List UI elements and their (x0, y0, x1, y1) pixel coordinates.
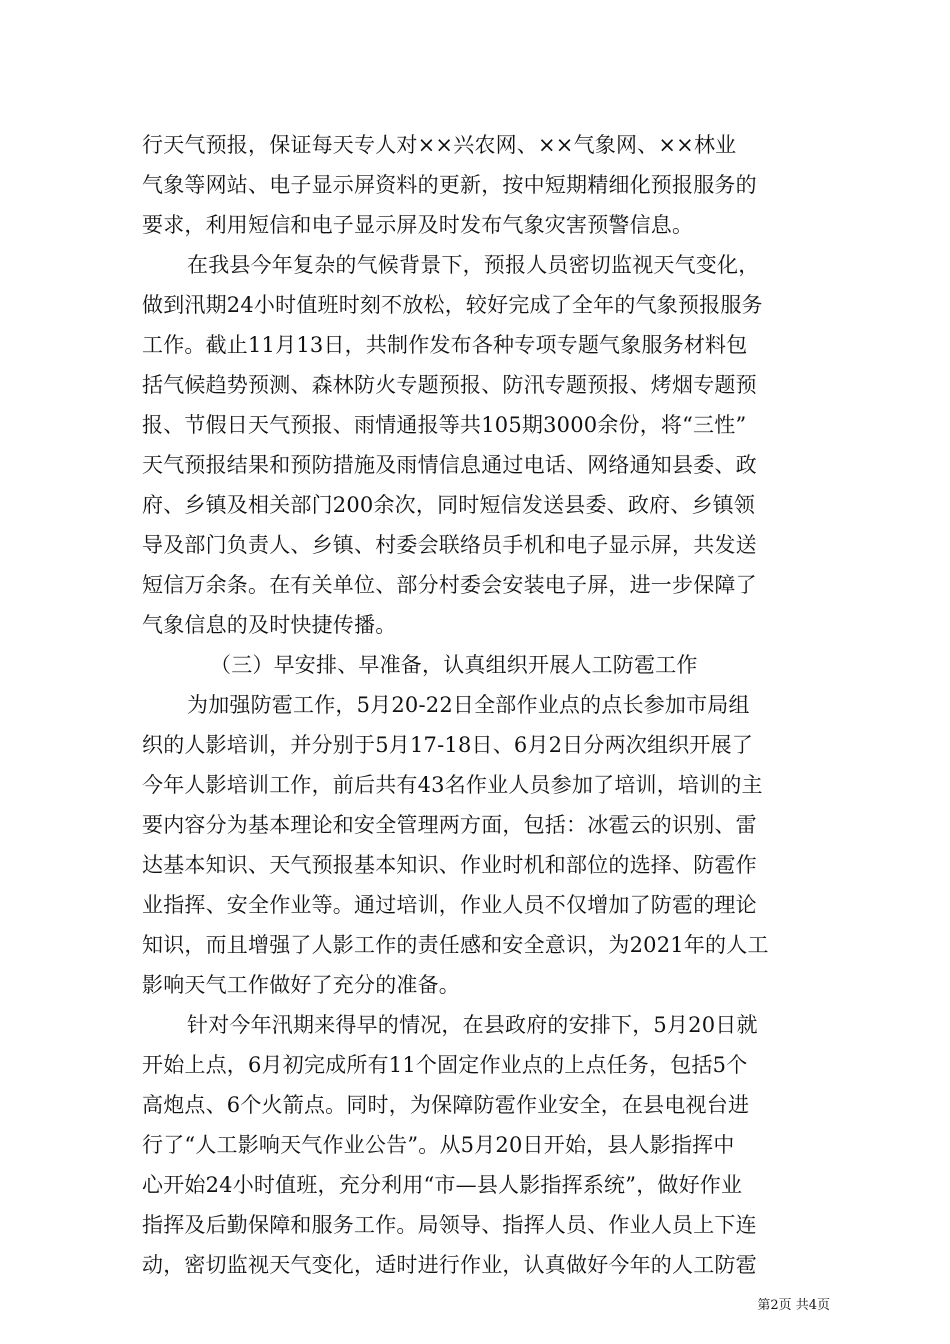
text-line: 要内容分为基本理论和安全管理两方面，包括：冰雹云的识别、雷 (142, 813, 757, 837)
text-line: 今年人影培训工作，前后共有43名作业人员参加了培训，培训的主 (142, 773, 763, 797)
text-line: 天气预报结果和预防措施及雨情信息通过电话、网络通知县委、政 (142, 453, 757, 477)
text-line: 工作。截止11月13日，共制作发布各种专项专题气象服务材料包 (142, 333, 748, 357)
text-line: 针对今年汛期来得早的情况，在县政府的安排下，5月20日就 (187, 1013, 758, 1037)
text-line: 导及部门负责人、乡镇、村委会联络员手机和电子显示屏，共发送 (142, 533, 757, 557)
text-line: 为加强防雹工作，5月20-22日全部作业点的点长参加市局组 (187, 693, 750, 717)
text-line: 要求，利用短信和电子显示屏及时发布气象灾害预警信息。 (142, 213, 694, 237)
text-line: 影响天气工作做好了充分的准备。 (142, 973, 460, 997)
text-line: 开始上点，6月初完成所有11个固定作业点的上点任务，包括5个 (142, 1053, 748, 1077)
text-line: 短信万余条。在有关单位、部分村委会安装电子屏，进一步保障了 (142, 573, 757, 597)
text-line: 业指挥、安全作业等。通过培训，作业人员不仅增加了防雹的理论 (142, 893, 757, 917)
text-line: 织的人影培训，并分别于5月17-18日、6月2日分两次组织开展了 (142, 733, 754, 757)
text-line: 心开始24小时值班，充分利用“市—县人影指挥系统”，做好作业 (142, 1173, 743, 1197)
text-line: 括气候趋势预测、森林防火专题预报、防汛专题预报、烤烟专题预 (142, 373, 757, 397)
text-line: 高炮点、6个火箭点。同时，为保障防雹作业安全，在县电视台进 (142, 1093, 750, 1117)
text-line: 气象等网站、电子显示屏资料的更新，按中短期精细化预报服务的 (142, 173, 757, 197)
text-line: 指挥及后勤保障和服务工作。局领导、指挥人员、作业人员上下连 (142, 1213, 757, 1237)
text-line: 府、乡镇及相关部门200余次，同时短信发送县委、政府、乡镇领 (142, 493, 756, 517)
text-line: 知识，而且增强了人影工作的责任感和安全意识，为2021年的人工 (142, 933, 769, 957)
text-line: 做到汛期24小时值班时刻不放松，较好完成了全年的气象预报服务 (142, 293, 763, 317)
text-line: 动，密切监视天气变化，适时进行作业，认真做好今年的人工防雹 (142, 1253, 757, 1277)
page-footer: 第2页 共4页 (757, 1298, 830, 1313)
section-heading: （三）早安排、早准备，认真组织开展人工防雹工作 (210, 653, 698, 677)
text-line: 气象信息的及时快捷传播。 (142, 613, 397, 637)
text-line: 达基本知识、天气预报基本知识、作业时机和部位的选择、防雹作 (142, 853, 757, 877)
text-line: 行了“人工影响天气作业公告”。从5月20日开始，县人影指挥中 (142, 1133, 735, 1157)
text-line: 报、节假日天气预报、雨情通报等共105期3000余份，将“三性” (142, 413, 747, 437)
text-line: 在我县今年复杂的气候背景下，预报人员密切监视天气变化， (187, 253, 760, 277)
text-line: 行天气预报，保证每天专人对××兴农网、××气象网、××林业 (142, 133, 737, 157)
